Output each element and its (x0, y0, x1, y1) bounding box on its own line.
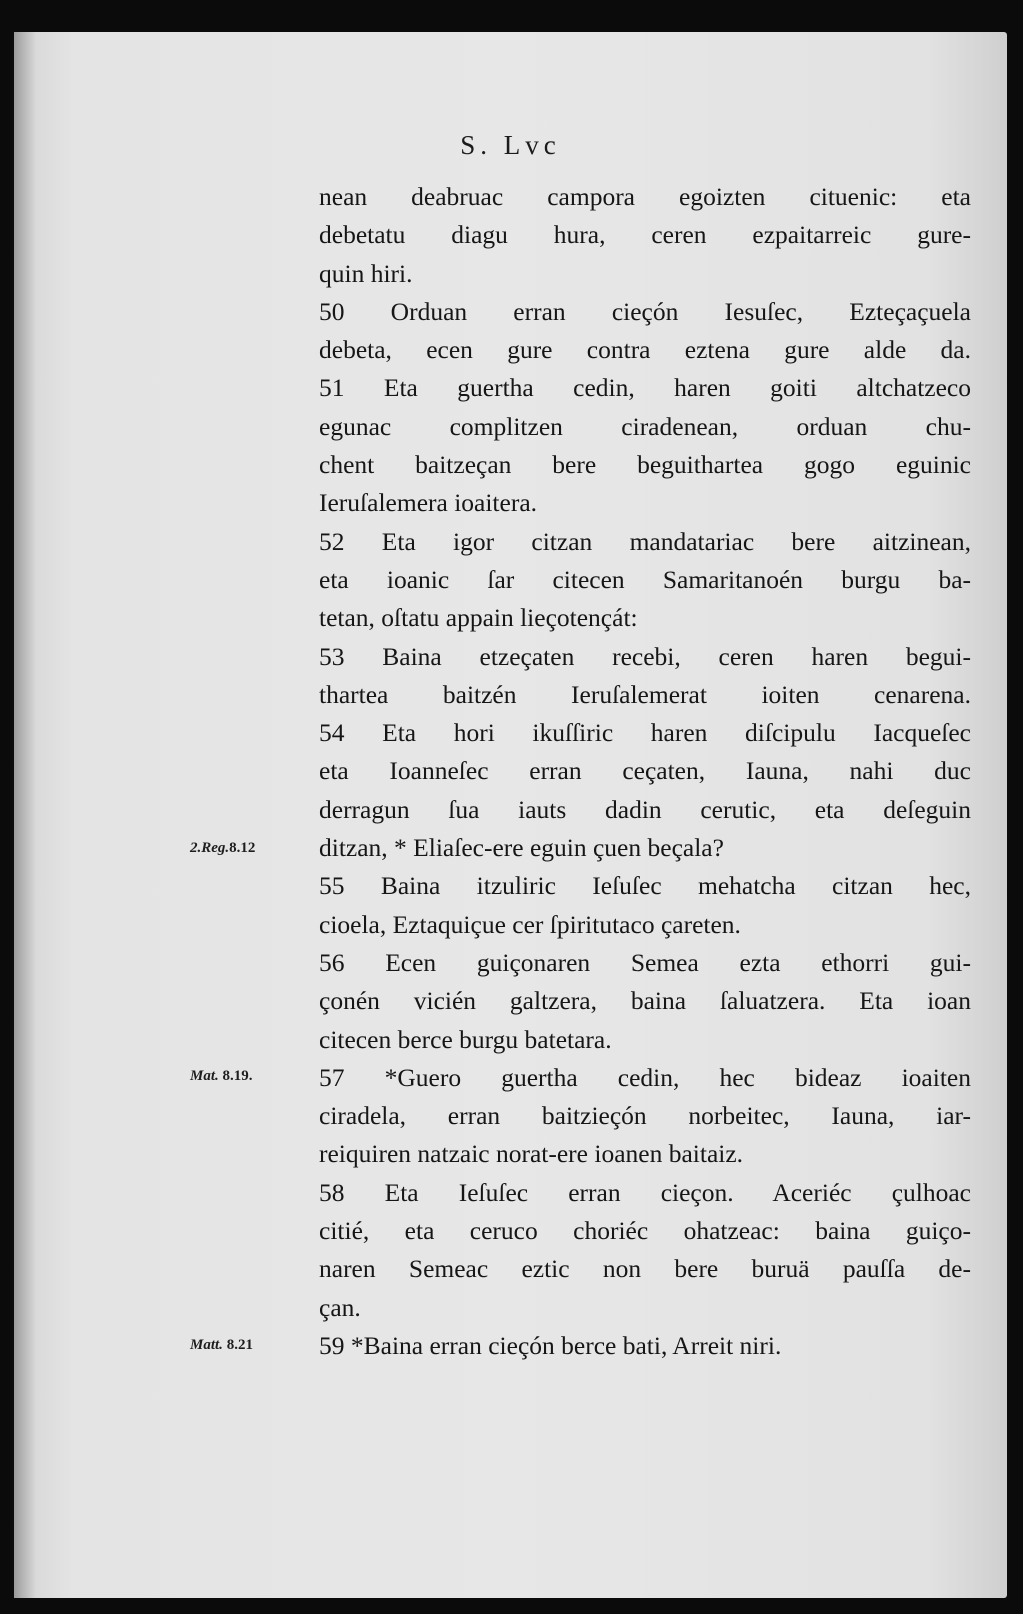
text-line: ciradela, erran baitzieçón norbeitec, Iauna, iar- (319, 1101, 971, 1131)
margin-book: 2.Reg. (190, 840, 230, 856)
text-line: 55 Baina itzuliric Ieſuſec mehatcha citzan hec, (319, 871, 971, 901)
text-line: reiquiren natzaic norat-ere ioanen baitaiz. (319, 1139, 744, 1169)
book-page (14, 32, 1007, 1598)
text-line: çonén vicién galtzera, baina ſaluatzera. Eta ioan (319, 986, 971, 1016)
margin-book: Matt. (190, 1337, 223, 1353)
text-line: 57 *Guero guertha cedin, hec bideaz ioaiten (319, 1062, 971, 1092)
text-line: citié, eta ceruco choriéc ohatzeac: baina guiço- (319, 1216, 971, 1246)
text-line: Ieruſalemera ioaitera. (319, 488, 538, 518)
body-text (319, 178, 971, 1365)
margin-reference (190, 840, 310, 857)
text-line: 59 *Baina erran cieçón berce bati, Arreit niri. (319, 1330, 782, 1360)
text-line: 58 Eta Ieſuſec erran cieçon. Aceriéc çulhoac (319, 1177, 971, 1207)
text-line: 51 Eta guertha cedin, haren goiti altchatzeco (319, 373, 971, 403)
text-line: eta Ioanneſec erran ceçaten, Iauna, nahi duc (319, 756, 971, 786)
text-line: 53 Baina etzeçaten recebi, ceren haren begui- (319, 641, 971, 671)
text-line: ditzan, * Eliaſec-ere eguin çuen beçala? (319, 833, 724, 863)
text-line: 50 Orduan erran cieçón Iesuſec, Ezteçaçuela (319, 296, 971, 326)
text-line: quin hiri. (319, 258, 413, 288)
text-line: egunac complitzen ciradenean, orduan chu- (319, 411, 971, 441)
text-line: thartea baitzén Ieruſalemerat ioiten cenarena. (319, 679, 971, 709)
text-line: 54 Eta hori ikuſſiric haren diſcipulu Iacqueſec (319, 718, 971, 748)
text-line: cioela, Eztaquiçue cer ſpiritutaco çareten. (319, 909, 741, 939)
text-line: 52 Eta igor citzan mandatariac bere aitzinean, (319, 526, 971, 556)
text-line: chent baitzeçan bere beguithartea gogo eguinic (319, 450, 971, 480)
text-line: çan. (319, 1292, 361, 1322)
running-header: S. Lvc (460, 130, 561, 160)
margin-verse: 8.21 (226, 1337, 253, 1353)
text-line: eta ioanic ſar citecen Samaritanoén burgu ba- (319, 564, 971, 594)
text-line: derragun ſua iauts dadin cerutic, eta deſeguin (319, 794, 971, 824)
margin-book: Mat. (190, 1068, 219, 1084)
text-line: tetan, oſtatu appain lieçotençát: (319, 603, 638, 633)
text-line: debetatu diagu hura, ceren ezpaitarreic gure- (319, 220, 971, 250)
margin-verse: 8.19. (222, 1068, 253, 1084)
margin-reference (190, 1068, 310, 1085)
text-line: nean deabruac campora egoizten cituenic: eta (319, 182, 971, 211)
text-line: 56 Ecen guiçonaren Semea ezta ethorri gui- (319, 947, 971, 977)
text-line: naren Semeac eztic non bere buruä pauſſa de- (319, 1254, 971, 1284)
text-line: debeta, ecen gure contra eztena gure alde da. (319, 335, 971, 365)
margin-verse: 8.12 (229, 840, 256, 856)
margin-reference (190, 1337, 310, 1354)
page-gutter (14, 32, 36, 1598)
text-line: citecen berce burgu batetara. (319, 1024, 612, 1054)
